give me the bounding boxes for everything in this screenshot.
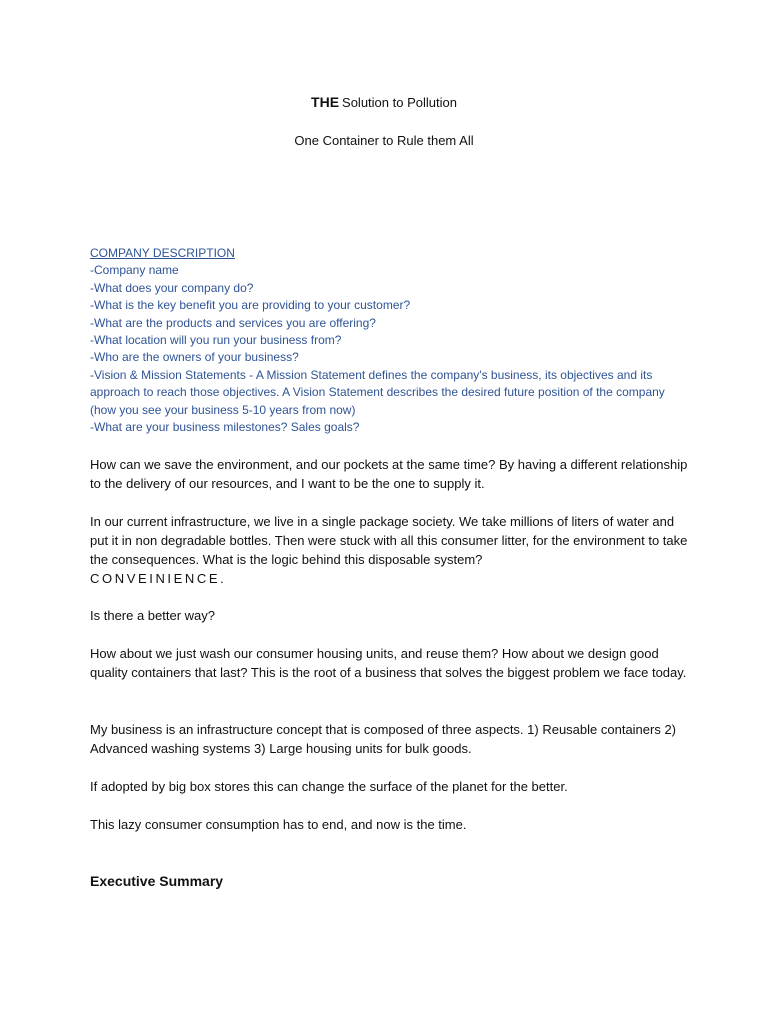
- paragraph: How can we save the environment, and our pockets at the same time? By having a different relationship to the delivery of our resources, and I want to be the one to supply it.: [90, 457, 688, 491]
- description-line: -What location will you run your business from?: [90, 333, 342, 348]
- paragraph-text: In our current infrastructure, we live in a single package society. We take millions of liters of water and put it in non degradable bottles. Then were stuck with all this consumer litter, for the environment to take the consequences. What is the logic behind this disposable system?: [90, 514, 688, 567]
- paragraph: My business is an infrastructure concept that is composed of three aspects. 1) Reusable containers 2) Advanced washing systems 3) Large housing units for bulk goods.: [90, 722, 677, 756]
- emphasis-word: CONVEINIENCE.: [90, 571, 227, 586]
- paragraph: Is there a better way?: [90, 608, 216, 623]
- description-line: -Vision & Mission Statements - A Mission Statement defines the company's business, its objectives and its approach to reach those objectives. A Vision Statement describes the desired future position of the company (how you see your business 5-10 years from now): [90, 367, 665, 417]
- title-strong: THE: [311, 94, 340, 110]
- document-subtitle: One Container to Rule them All: [294, 133, 474, 148]
- paragraph: How about we just wash our consumer housing units, and reuse them? How about we design good quality containers that last? This is the root of a business that solves the biggest problem we face today.: [90, 646, 687, 680]
- document-title: [0, 93, 768, 112]
- description-line: -Company name: [90, 263, 179, 278]
- description-line: -What are the products and services you are offering?: [90, 315, 376, 330]
- executive-summary-heading: Executive Summary: [90, 873, 224, 889]
- description-line: -What does your company do?: [90, 280, 254, 295]
- description-line: -What is the key benefit you are providing to your customer?: [90, 298, 411, 313]
- company-description-heading: COMPANY DESCRIPTION: [90, 246, 235, 260]
- title-rest: Solution to Pollution: [342, 95, 457, 110]
- company-description-block: [90, 245, 680, 436]
- description-line: -What are your business milestones? Sales goals?: [90, 420, 360, 435]
- paragraph: If adopted by big box stores this can change the surface of the planet for the better.: [90, 779, 568, 794]
- paragraph: This lazy consumer consumption has to end, and now is the time.: [90, 817, 467, 832]
- paragraph: [90, 512, 690, 588]
- description-line: -Who are the owners of your business?: [90, 350, 299, 365]
